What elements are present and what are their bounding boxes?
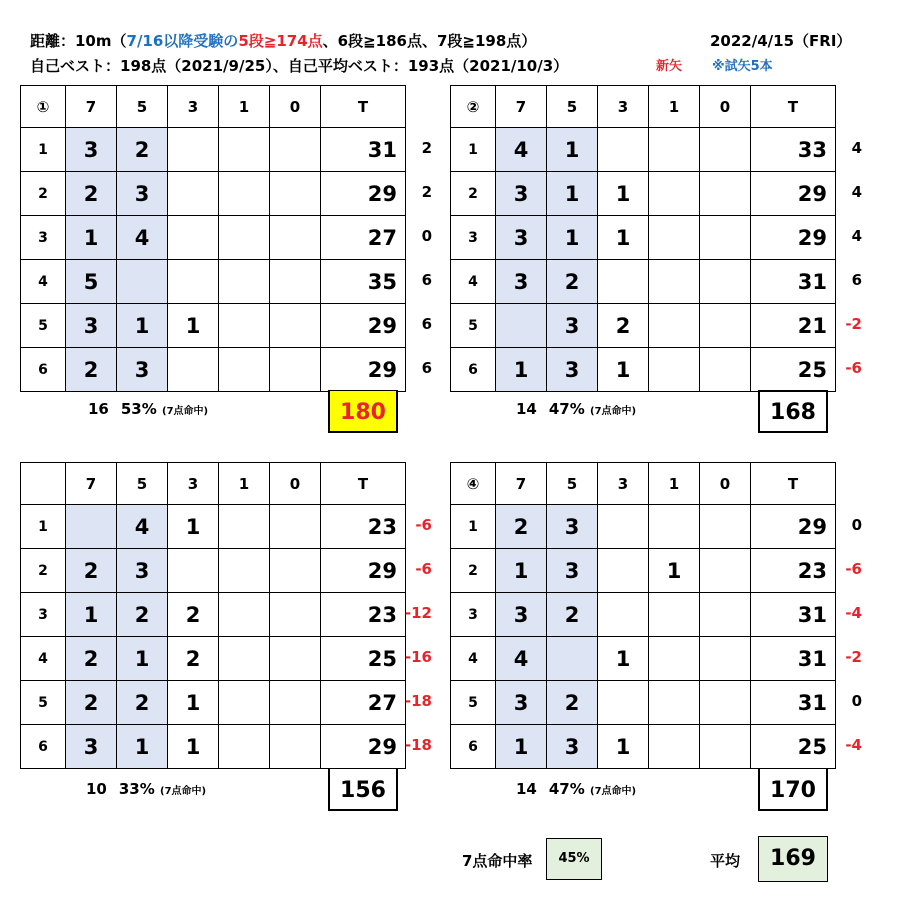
hit-count-cell: 2 (66, 549, 117, 593)
hit-count-cell (168, 549, 219, 593)
hit-count-cell (700, 128, 751, 172)
hit-count-cell (270, 172, 321, 216)
end-number: 1 (451, 505, 496, 549)
hit-count-cell (168, 128, 219, 172)
column-header: 0 (700, 86, 751, 128)
end-row (451, 681, 836, 725)
scorecard-2 (450, 85, 836, 392)
column-header: 1 (219, 86, 270, 128)
hit-count-cell (700, 593, 751, 637)
hit-count-cell (168, 260, 219, 304)
hit-stats (516, 780, 636, 798)
hit-count-cell: 2 (66, 637, 117, 681)
end-row (21, 505, 406, 549)
running-diff: -12 (404, 604, 432, 622)
end-row (21, 348, 406, 392)
hit-count-cell: 1 (168, 725, 219, 769)
end-row (21, 304, 406, 348)
column-header: 7 (66, 463, 117, 505)
end-total: 29 (751, 505, 836, 549)
hit-count-cell (219, 505, 270, 549)
hit-count-cell (649, 348, 700, 392)
hit-count-cell: 1 (598, 725, 649, 769)
hit-count-cell (270, 505, 321, 549)
hit-stats (86, 780, 206, 798)
hit-count-cell (270, 637, 321, 681)
hit-count-cell: 1 (547, 216, 598, 260)
column-header: 1 (649, 86, 700, 128)
running-diff: 0 (421, 227, 432, 245)
hit-count-cell: 2 (117, 681, 168, 725)
seven-hit-percent: 47% (548, 400, 585, 418)
hit-count-cell (547, 637, 598, 681)
end-number: 6 (21, 348, 66, 392)
hit-count-cell (496, 304, 547, 348)
column-header: 7 (496, 463, 547, 505)
hit-count-cell (270, 725, 321, 769)
column-header: 7 (496, 86, 547, 128)
end-number: 6 (451, 725, 496, 769)
hit-count-cell: 1 (598, 637, 649, 681)
end-row (451, 549, 836, 593)
running-diff: -6 (415, 560, 432, 578)
end-total: 25 (751, 725, 836, 769)
end-total: 35 (321, 260, 406, 304)
end-number: 4 (21, 260, 66, 304)
exam-date-note: 7/16以降受験の (126, 32, 239, 50)
running-diff: 0 (851, 692, 862, 710)
end-row (451, 172, 836, 216)
end-total: 31 (751, 593, 836, 637)
new-arrows-label: 新矢 (656, 59, 683, 74)
hit-count-cell (700, 348, 751, 392)
hit-count-cell: 3 (66, 304, 117, 348)
hit-count-cell (219, 549, 270, 593)
end-number: 3 (451, 216, 496, 260)
hit-count-cell (219, 593, 270, 637)
running-diff-column (392, 126, 432, 390)
seven-hit-percent: 47% (548, 780, 585, 798)
hit-count-cell (168, 172, 219, 216)
running-diff: 6 (421, 359, 432, 377)
hit-count-cell (270, 593, 321, 637)
hit-count-cell: 2 (547, 593, 598, 637)
end-row (451, 637, 836, 681)
hit-count-cell (219, 681, 270, 725)
hit-count-cell: 3 (496, 593, 547, 637)
hit-count-cell: 1 (117, 725, 168, 769)
hit-count-cell: 3 (547, 505, 598, 549)
column-header: 3 (598, 463, 649, 505)
hit-count-cell (270, 348, 321, 392)
end-row (21, 260, 406, 304)
end-number: 2 (451, 549, 496, 593)
end-row (451, 216, 836, 260)
hit-count-cell (270, 681, 321, 725)
hit-count-cell (270, 216, 321, 260)
hit-count-cell: 1 (66, 216, 117, 260)
end-number: 2 (451, 172, 496, 216)
hit-count-cell: 1 (117, 304, 168, 348)
end-number: 1 (21, 505, 66, 549)
end-row (21, 549, 406, 593)
hit-count-cell (649, 725, 700, 769)
end-total: 27 (321, 216, 406, 260)
hit-count-cell: 2 (598, 304, 649, 348)
seven-hit-count: 16 (88, 400, 109, 418)
hit-count-cell: 2 (168, 637, 219, 681)
column-header: 5 (547, 463, 598, 505)
end-number: 3 (451, 593, 496, 637)
hit-count-cell (649, 637, 700, 681)
end-number: 1 (451, 128, 496, 172)
hit-stats (88, 400, 208, 418)
running-diff-column (392, 503, 432, 767)
hit-count-cell: 3 (547, 304, 598, 348)
end-number: 5 (451, 681, 496, 725)
hit-count-cell: 1 (547, 172, 598, 216)
end-total: 29 (321, 725, 406, 769)
column-header: T (751, 86, 836, 128)
hit-count-cell: 3 (547, 348, 598, 392)
end-row (21, 637, 406, 681)
hit-count-cell (117, 260, 168, 304)
hit-count-cell (700, 172, 751, 216)
hit-count-cell (598, 593, 649, 637)
hit-count-cell: 2 (66, 681, 117, 725)
hit-count-cell (168, 348, 219, 392)
hit-rate-value: 45% (546, 838, 602, 880)
hit-count-cell: 1 (168, 304, 219, 348)
running-diff: 4 (851, 139, 862, 157)
end-total: 31 (751, 681, 836, 725)
running-diff: 2 (421, 139, 432, 157)
hit-count-cell: 2 (168, 593, 219, 637)
column-header: 3 (168, 86, 219, 128)
hit-count-cell (649, 593, 700, 637)
end-row (21, 681, 406, 725)
end-total: 29 (321, 172, 406, 216)
hit-count-cell (700, 505, 751, 549)
hit-count-cell (168, 216, 219, 260)
dan-requirements: 、6段≧186点、7段≧198点） (322, 32, 537, 50)
seven-hit-percent: 33% (118, 780, 155, 798)
hit-count-cell (219, 725, 270, 769)
hit-count-cell: 3 (117, 348, 168, 392)
end-total: 31 (751, 260, 836, 304)
end-total: 29 (321, 549, 406, 593)
end-row (21, 725, 406, 769)
hit-count-cell (649, 260, 700, 304)
end-total: 23 (751, 549, 836, 593)
hit-count-cell: 3 (547, 549, 598, 593)
round-label (21, 463, 66, 505)
hit-count-cell: 4 (496, 637, 547, 681)
hit-count-cell (219, 304, 270, 348)
seven-hit-note: (7点命中) (160, 786, 207, 797)
hit-count-cell (700, 637, 751, 681)
column-header: T (321, 463, 406, 505)
column-header: T (751, 463, 836, 505)
trial-arrows-note: ※試矢5本 (712, 59, 773, 74)
hit-count-cell (270, 128, 321, 172)
hit-count-cell: 5 (66, 260, 117, 304)
end-row (451, 505, 836, 549)
end-number: 6 (451, 348, 496, 392)
hit-count-cell (700, 681, 751, 725)
hit-count-cell (598, 681, 649, 725)
running-diff: -6 (845, 359, 862, 377)
hit-count-cell: 1 (496, 348, 547, 392)
hit-count-cell: 1 (496, 549, 547, 593)
column-header: 1 (649, 463, 700, 505)
hit-count-cell: 4 (117, 505, 168, 549)
round-total: 180 (328, 390, 398, 433)
hit-count-cell (219, 172, 270, 216)
average-value: 169 (758, 836, 828, 882)
round-total: 170 (758, 768, 828, 811)
running-diff: 4 (851, 227, 862, 245)
hit-count-cell: 1 (598, 216, 649, 260)
column-header: 3 (168, 463, 219, 505)
date: 2022/4/15（FRI） (710, 32, 852, 50)
hit-count-cell: 2 (496, 505, 547, 549)
seven-hit-note: (7点命中) (590, 406, 637, 417)
hit-count-cell: 3 (117, 172, 168, 216)
hit-count-cell: 2 (66, 348, 117, 392)
hit-count-cell (649, 681, 700, 725)
hit-count-cell (700, 216, 751, 260)
end-total: 27 (321, 681, 406, 725)
end-total: 29 (321, 304, 406, 348)
column-header: 5 (117, 86, 168, 128)
end-total: 23 (321, 505, 406, 549)
end-total: 23 (321, 593, 406, 637)
hit-count-cell: 2 (547, 260, 598, 304)
end-number: 5 (21, 681, 66, 725)
end-total: 29 (751, 172, 836, 216)
hit-count-cell: 1 (168, 681, 219, 725)
hit-count-cell (219, 348, 270, 392)
end-row (21, 128, 406, 172)
seven-hit-count: 14 (516, 400, 537, 418)
hit-count-cell: 3 (496, 681, 547, 725)
hit-rate-label: 7点命中率 (462, 852, 533, 870)
end-number: 6 (21, 725, 66, 769)
end-number: 4 (21, 637, 66, 681)
running-diff: -18 (404, 736, 432, 754)
end-total: 25 (751, 348, 836, 392)
hit-count-cell: 3 (117, 549, 168, 593)
end-total: 21 (751, 304, 836, 348)
hit-count-cell: 1 (598, 348, 649, 392)
column-header: 7 (66, 86, 117, 128)
column-header: 0 (270, 86, 321, 128)
hit-stats (516, 400, 636, 418)
end-row (451, 260, 836, 304)
seven-hit-count: 10 (86, 780, 107, 798)
hit-count-cell: 1 (649, 549, 700, 593)
round-total: 168 (758, 390, 828, 433)
hit-count-cell (700, 260, 751, 304)
hit-count-cell (700, 304, 751, 348)
running-diff-column (822, 126, 862, 390)
hit-count-cell (219, 128, 270, 172)
end-number: 2 (21, 549, 66, 593)
hit-count-cell: 3 (496, 260, 547, 304)
hit-count-cell: 1 (168, 505, 219, 549)
hit-count-cell (649, 172, 700, 216)
end-number: 4 (451, 637, 496, 681)
running-diff: 0 (851, 516, 862, 534)
hit-count-cell (598, 128, 649, 172)
running-diff: -2 (845, 315, 862, 333)
hit-count-cell: 4 (496, 128, 547, 172)
column-header: 0 (270, 463, 321, 505)
hit-count-cell (700, 725, 751, 769)
average-label: 平均 (710, 852, 741, 870)
running-diff: -2 (845, 648, 862, 666)
running-diff: -4 (845, 604, 862, 622)
hit-count-cell: 1 (496, 725, 547, 769)
header-line-1 (30, 30, 536, 51)
running-diff: 4 (851, 183, 862, 201)
running-diff: -6 (415, 516, 432, 534)
hit-count-cell (270, 304, 321, 348)
hit-count-cell: 3 (547, 725, 598, 769)
hit-count-cell: 4 (117, 216, 168, 260)
running-diff: -16 (404, 648, 432, 666)
hit-count-cell (649, 505, 700, 549)
end-total: 29 (321, 348, 406, 392)
hit-count-cell (66, 505, 117, 549)
hit-count-cell (219, 260, 270, 304)
column-header: 1 (219, 463, 270, 505)
dan5-requirement: 5段≧174点 (238, 32, 323, 50)
hit-count-cell (219, 637, 270, 681)
column-header: T (321, 86, 406, 128)
seven-hit-note: (7点命中) (590, 786, 637, 797)
end-number: 1 (21, 128, 66, 172)
end-number: 4 (451, 260, 496, 304)
hit-count-cell: 1 (598, 172, 649, 216)
hit-count-cell (598, 505, 649, 549)
running-diff-column (822, 503, 862, 767)
end-number: 5 (21, 304, 66, 348)
column-header: 5 (117, 463, 168, 505)
running-diff: -6 (845, 560, 862, 578)
header-line-2: 自己ベスト：198点（2021/9/25）、自己平均ベスト：193点（2021/10/3） (30, 57, 569, 75)
hit-count-cell (219, 216, 270, 260)
hit-count-cell (649, 304, 700, 348)
scorecard-3 (20, 462, 406, 769)
column-header: 0 (700, 463, 751, 505)
hit-count-cell: 2 (117, 128, 168, 172)
seven-hit-note: (7点命中) (162, 406, 209, 417)
distance-label: 距離：10m（ (30, 32, 127, 50)
hit-count-cell (598, 549, 649, 593)
scorecard-4 (450, 462, 836, 769)
running-diff: 6 (851, 271, 862, 289)
hit-count-cell: 3 (66, 128, 117, 172)
hit-count-cell: 3 (496, 172, 547, 216)
end-number: 2 (21, 172, 66, 216)
seven-hit-percent: 53% (120, 400, 157, 418)
end-row (451, 593, 836, 637)
hit-count-cell: 3 (496, 216, 547, 260)
hit-count-cell (270, 549, 321, 593)
end-row (451, 128, 836, 172)
end-row (21, 216, 406, 260)
hit-count-cell: 2 (117, 593, 168, 637)
end-number: 5 (451, 304, 496, 348)
end-total: 33 (751, 128, 836, 172)
running-diff: 2 (421, 183, 432, 201)
end-row (21, 172, 406, 216)
hit-count-cell (270, 260, 321, 304)
hit-count-cell (649, 216, 700, 260)
round-label: ② (451, 86, 496, 128)
end-row (451, 725, 836, 769)
end-row (21, 593, 406, 637)
hit-count-cell: 3 (66, 725, 117, 769)
column-header: 5 (547, 86, 598, 128)
column-header: 3 (598, 86, 649, 128)
round-label: ④ (451, 463, 496, 505)
hit-count-cell (700, 549, 751, 593)
hit-count-cell: 1 (66, 593, 117, 637)
hit-count-cell: 1 (117, 637, 168, 681)
hit-count-cell (649, 128, 700, 172)
hit-count-cell: 2 (547, 681, 598, 725)
end-total: 29 (751, 216, 836, 260)
running-diff: 6 (421, 315, 432, 333)
end-number: 3 (21, 216, 66, 260)
end-row (451, 348, 836, 392)
hit-count-cell: 2 (66, 172, 117, 216)
hit-count-cell (598, 260, 649, 304)
running-diff: -4 (845, 736, 862, 754)
end-total: 31 (321, 128, 406, 172)
end-total: 31 (751, 637, 836, 681)
round-total: 156 (328, 768, 398, 811)
running-diff: 6 (421, 271, 432, 289)
running-diff: -18 (404, 692, 432, 710)
end-number: 3 (21, 593, 66, 637)
seven-hit-count: 14 (516, 780, 537, 798)
hit-count-cell: 1 (547, 128, 598, 172)
end-row (451, 304, 836, 348)
round-label: ① (21, 86, 66, 128)
scorecard-1 (20, 85, 406, 392)
end-total: 25 (321, 637, 406, 681)
